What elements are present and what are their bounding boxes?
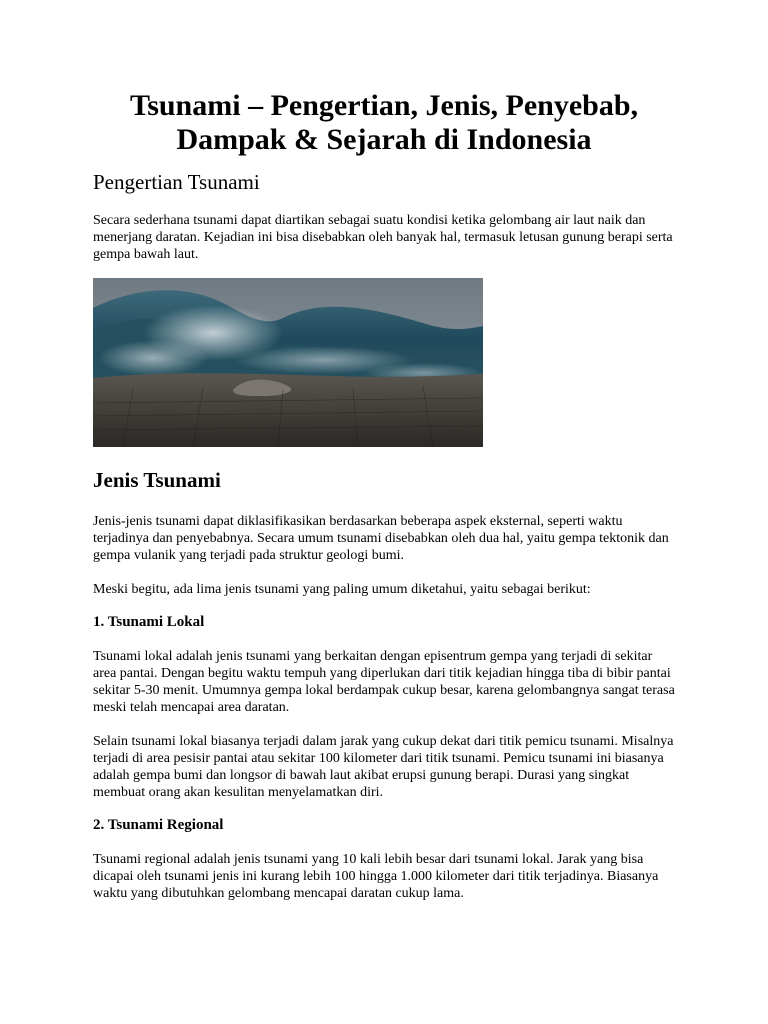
tsunami-wave-image xyxy=(93,278,483,447)
subheading-tsunami-regional: 2. Tsunami Regional xyxy=(93,817,224,833)
paragraph-jenis-lima: Meski begitu, ada lima jenis tsunami yang paling umum diketahui, yaitu sebagai berikut: xyxy=(93,582,591,597)
paragraph-jenis-intro: Jenis-jenis tsunami dapat diklasifikasikan berdasarkan beberapa aspek eksternal, seperti waktu terjadinya dan penyebabnya. Secara umum tsunami disebabkan oleh dua hal, yaitu gempa tektonik dan gempa vulanik yang terjadi pada struktur geologi bumi. xyxy=(93,514,669,563)
section-heading-pengertian: Pengertian Tsunami xyxy=(93,170,260,194)
paragraph-lokal-2: Selain tsunami lokal biasanya terjadi dalam jarak yang cukup dekat dari titik pemicu tsunami. Misalnya terjadi di area pesisir pantai atau sekitar 100 kilometer dari titik tsunami. Pemicu tsunami ini biasanya adalah gempa bumi dan longsor di bawah laut akibat erupsi gunung berapi. Durasi yang singkat membuat orang akan kesulitan menyelamatkan diri. xyxy=(93,734,674,800)
paragraph-regional-1: Tsunami regional adalah jenis tsunami yang 10 kali lebih besar dari tsunami lokal. Jarak yang bisa dicapai oleh tsunami jenis ini kurang lebih 100 hingga 1.000 kilometer dari titik terjadinya. Biasanya waktu yang dibutuhkan gelombang mencapai daratan cukup lama. xyxy=(93,852,659,901)
paragraph-pengertian: Secara sederhana tsunami dapat diartikan sebagai suatu kondisi ketika gelombang air laut naik dan menerjang daratan. Kejadian ini bisa disebabkan oleh banyak hal, termasuk letusan gunung berapi serta gempa bawah laut. xyxy=(93,213,673,262)
paragraph-lokal-1: Tsunami lokal adalah jenis tsunami yang berkaitan dengan episentrum gempa yang terjadi di sekitar area pantai. Dengan begitu waktu tempuh yang diperlukan dari titik kejadian hingga tiba di bibir pantai sekitar 5-30 menit. Umumnya gempa lokal berdampak cukup besar, karena gelombangnya sangat terasa meski telah mencapai area daratan. xyxy=(93,649,675,715)
section-heading-jenis: Jenis Tsunami xyxy=(93,468,221,492)
document-title: Tsunami – Pengertian, Jenis, Penyebab, Dampak & Sejarah di Indonesia xyxy=(129,89,639,156)
subheading-tsunami-lokal: 1. Tsunami Lokal xyxy=(93,614,205,630)
